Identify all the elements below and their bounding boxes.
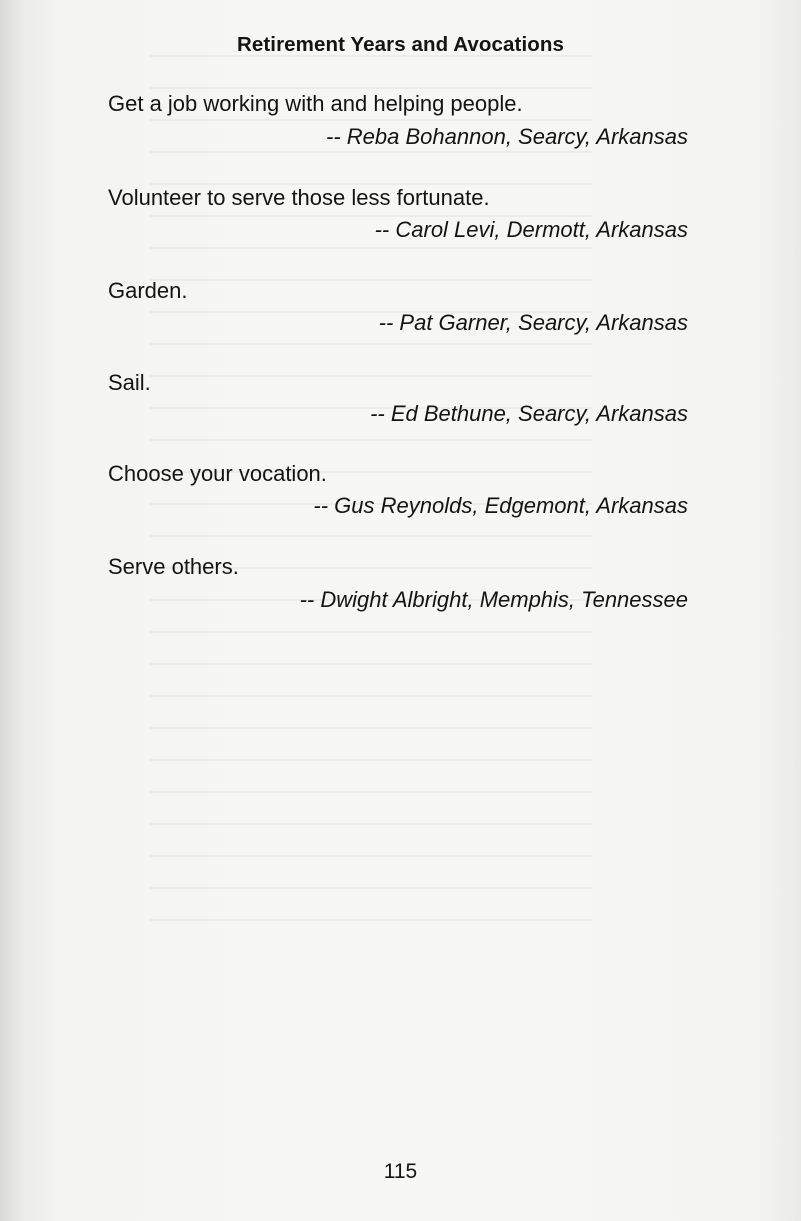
attribution: -- Carol Levi, Dermott, Arkansas	[374, 217, 688, 242]
advice-text: Volunteer to serve those less fortunate.	[108, 185, 490, 210]
advice-text: Serve others.	[108, 554, 239, 579]
section-heading: Retirement Years and Avocations	[236, 33, 565, 56]
advice-text: Garden.	[108, 278, 188, 303]
attribution: -- Pat Garner, Searcy, Arkansas	[378, 310, 688, 335]
attribution: -- Reba Bohannon, Searcy, Arkansas	[326, 124, 688, 149]
attribution: -- Dwight Albright, Memphis, Tennessee	[299, 587, 688, 612]
advice-text: Choose your vocation.	[108, 461, 327, 486]
attribution: -- Ed Bethune, Searcy, Arkansas	[370, 401, 688, 426]
advice-text: Sail.	[108, 370, 151, 395]
attribution: -- Gus Reynolds, Edgemont, Arkansas	[313, 493, 688, 518]
page-number: 115	[383, 1160, 418, 1183]
advice-text: Get a job working with and helping people.	[108, 91, 523, 116]
